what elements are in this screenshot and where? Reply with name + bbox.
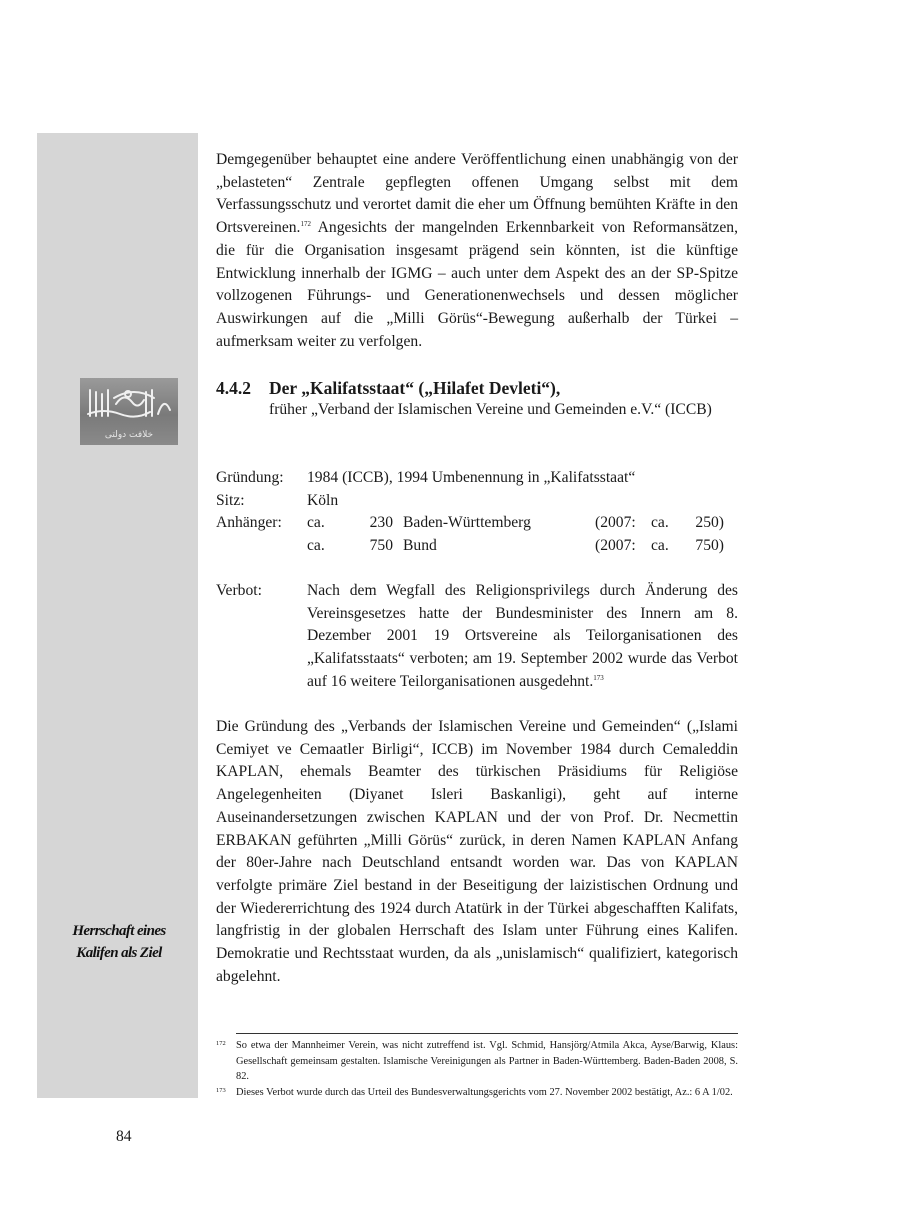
verbot-block [216,580,738,694]
anhaenger-prev-year: (2007: [595,514,636,532]
footnote-173 [216,1085,738,1101]
section-number: 4.4.2 [216,378,251,398]
footnote-number: 172 [216,1040,226,1047]
footnote-ref-172[interactable]: 172 [300,219,311,228]
anhaenger-label: Anhänger: [216,514,282,532]
anhaenger-region: Baden-Württemberg [403,514,531,532]
section-subtitle: früher „Verband der Islamischen Vereine und Gemeinden e.V.“ (ICCB) [269,401,712,418]
main-paragraph: Die Gründung des „Verbands der Islamischen Vereine und Gemeinden“ („Islami Cemiyet ve Cemaatler Birligi“, ICCB) im November 1984 durch Cemaleddin KAPLAN, ehemals Beamter des türkischen Präsidiums für Religiöse Angelegenheiten (Diyanet Isleri Baskanligi), geht auf interne Auseinandersetzungen zwischen KAPLAN und der von Prof. Dr. Necmettin ERBAKAN geführten „Milli Görüs“ zurück, in deren Namen KAPLAN Anfang der 80er-Jahre nach Deutschland entsandt worden war. Das von KAPLAN verfolgte primäre Ziel bestand in der Beseitigung der laizistischen Ordnung und der Wiedererrichtung des 1924 durch Atatürk in der Türkei abgeschafften Kalifats, langfristig in der globalen Herrschaft des Islam unter Führung eines Kalifen. Demokratie und Rechtsstaat wurden, da als „unislamisch“ qualifiziert, kategorisch abgelehnt. [216,718,738,985]
margin-note-line-1: Herrschaft eines [72,923,166,939]
footnote-number: 173 [216,1086,226,1094]
footnote-text: Dieses Verbot wurde durch das Urteil des Bundesverwaltungsgerichts vom 27. November 2002 bestätigt, Az.: 6 A 1/02. [236,1086,733,1098]
verbot-body: Nach dem Wegfall des Religionsprivilegs durch Änderung des Vereinsgesetzes hatte der Bundesminister des Innern am 8. Dezember 2001 19 Ortsvereine als Teilorganisationen des „Kalifatsstaats“ verboten; am 19. September 2002 wurde das Verbot auf 16 weitere Teilorganisationen ausgedehnt. [307,582,738,690]
intro-paragraph [216,149,738,353]
verbot-text [307,580,738,694]
facts-row-gruendung [216,467,738,490]
intro-text-b: Angesichts der mangelnden Erkennbarkeit von Reformansätzen, die für die Organisation insgesamt prägend sein könnten, ist die künftige Entwicklung innerhalb der IGMG – auch unter dem Aspekt des an der SP-Spitze vollzogenen Führungs- und Generationenwechsels und dessen möglicher Auswirkungen auf die „Milli Görüs“-Bewegung außerhalb der Türkei – aufmerksam weiter zu verfolgen. [216,219,738,350]
logo-caption: خلافت دولتى [104,430,154,440]
footnote-172 [216,1038,738,1085]
calligraphy-icon [84,384,174,420]
facts-table [216,467,738,558]
footnote-text: So etwa der Mannheimer Verein, was nicht zutreffend ist. Vgl. Schmid, Hansjörg/Atmila Akca, Ayse/Barwig, Klaus: Gesellschaft gemeinsam gestalten. Islamische Vereinigungen als Partner in Baden-Württemberg. Baden-Baden 2008, S. 82. [236,1040,738,1082]
section-title: Der „Kalifatsstaat“ („Hilafet Devleti“), [269,378,561,398]
anhaenger-prev-year: (2007: [595,537,636,555]
verbot-label: Verbot: [216,582,262,599]
gruendung-value: 1984 (ICCB), 1994 Umbenennung in „Kalifatsstaat“ [307,469,636,486]
facts-row-anhaenger [216,512,738,535]
footnotes [216,1038,738,1100]
anhaenger-ca: ca. [307,537,325,555]
anhaenger-prev-count: 750) [695,537,724,555]
sitz-label: Sitz: [216,491,245,509]
footnote-ref-173[interactable]: 173 [593,673,604,682]
section-heading [216,376,738,400]
footnote-rule [236,1033,738,1034]
anhaenger-prev-count: 250) [695,514,724,532]
anhaenger-region: Bund [403,537,437,555]
margin-note-line-2: Kalifen als Ziel [76,945,162,961]
facts-row-anhaenger-bund [216,535,738,558]
anhaenger-count: 750 [369,537,393,555]
anhaenger-ca: ca. [307,514,325,532]
gruendung-label: Gründung: [216,469,284,486]
margin-note [44,920,194,964]
anhaenger-prev-ca: ca. [651,537,669,555]
sitz-value: Köln [307,491,339,509]
page-number: 84 [116,1128,132,1145]
kalifatsstaat-logo [80,378,178,445]
intro-text-a: Demgegenüber behauptet eine andere Veröffentlichung einen unabhängig von der „belasteten“ Zentrale gepflegten offenen Umgang selbst mit dem Verfassungsschutz und verortet damit die eher um Öffnung bemühten Kräfte in den Ortsvereinen. [216,151,738,237]
anhaenger-count: 230 [369,514,393,532]
facts-row-sitz [216,490,738,513]
anhaenger-prev-ca: ca. [651,514,669,532]
